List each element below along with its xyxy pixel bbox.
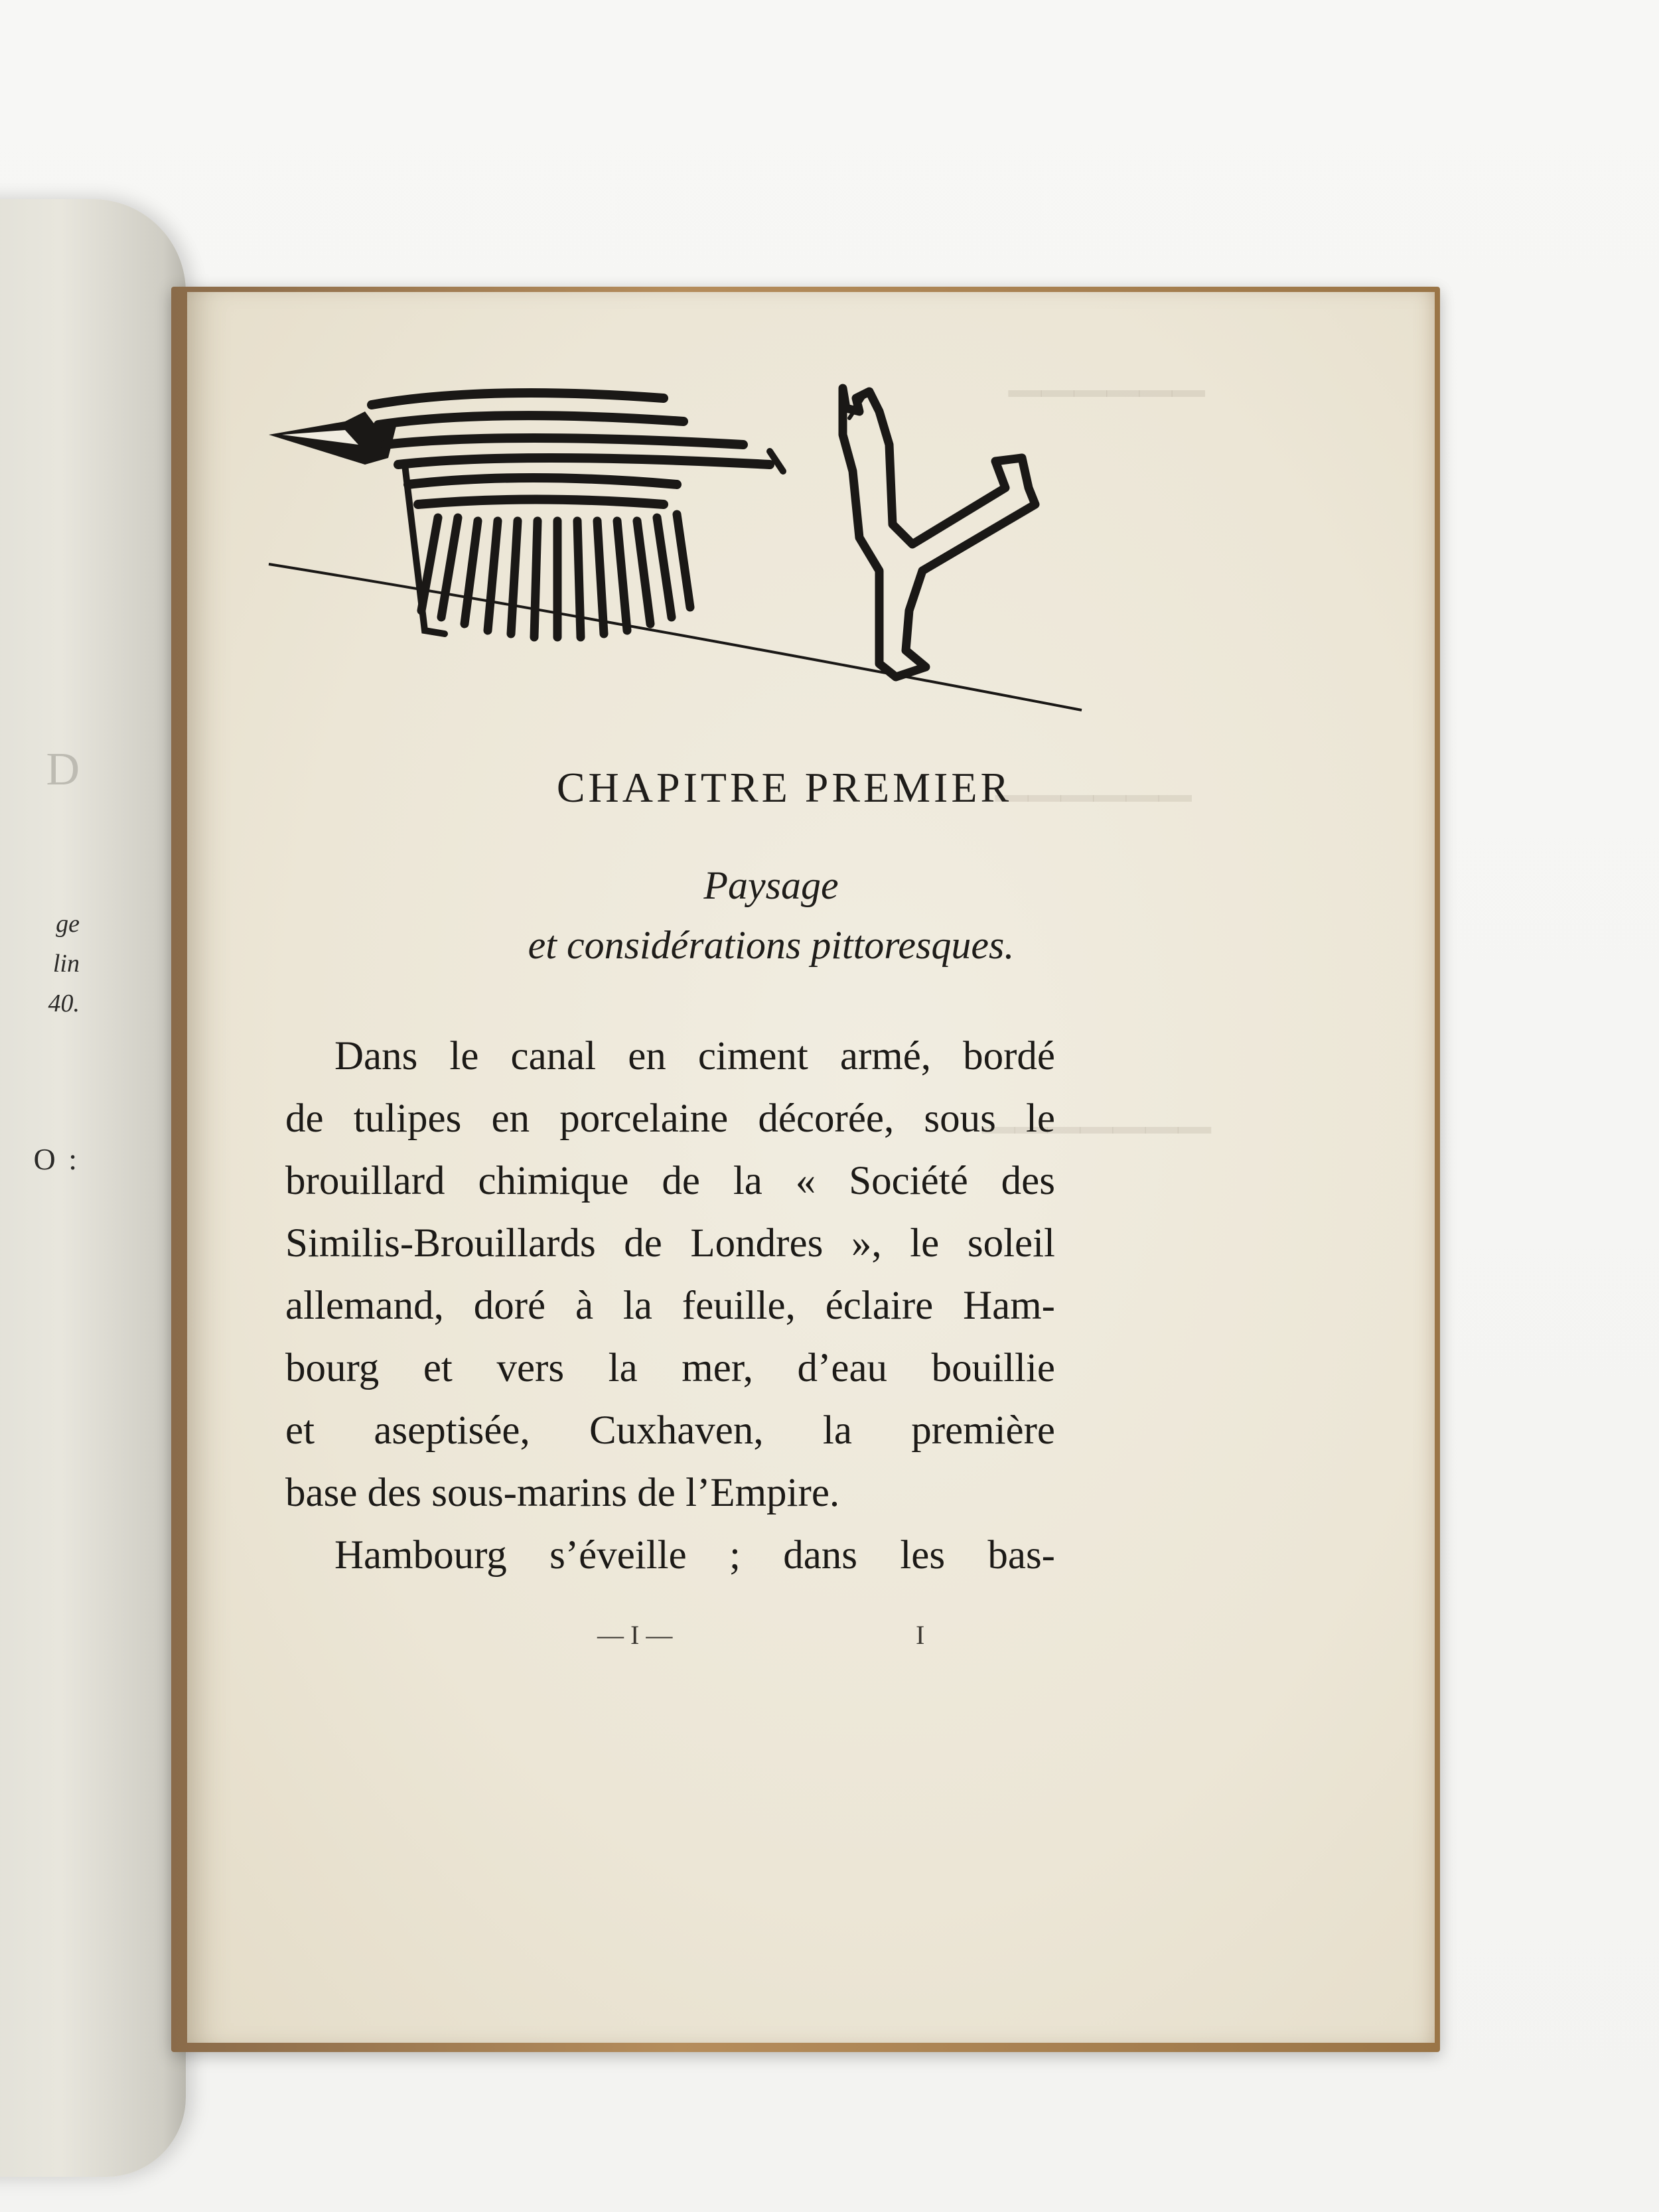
body-line: de tulipes en porcelaine décorée, sous le bbox=[285, 1096, 1055, 1141]
page-number: — I — bbox=[597, 1620, 673, 1650]
body-text bbox=[285, 1025, 1055, 1587]
body-line: base des sous-marins de l’Empire. bbox=[285, 1471, 840, 1515]
body-line: et aseptisée, Cuxhaven, la première bbox=[285, 1408, 1055, 1453]
left-page-fragment: O : bbox=[33, 1142, 80, 1176]
body-line: Similis-Brouillards de Londres », le soleil bbox=[285, 1221, 1055, 1266]
left-page-show-through: D bbox=[46, 744, 80, 795]
body-line: brouillard chimique de la « Société des bbox=[285, 1159, 1055, 1203]
left-page-fragment: ge bbox=[56, 910, 80, 938]
ground-line bbox=[269, 564, 1082, 710]
show-through-text: ▔▔▔▔▔▔▔ bbox=[982, 1129, 1211, 1176]
body-line: allemand, doré à la feuille, éclaire Ham- bbox=[285, 1284, 1055, 1328]
body-line: Dans le canal en ciment armé, bordé bbox=[334, 1034, 1055, 1078]
left-page-fragment: lin bbox=[52, 950, 80, 978]
chapter-illustration bbox=[265, 372, 1095, 717]
chapter-subtitle: Paysage bbox=[703, 863, 839, 907]
signature-mark: I bbox=[916, 1620, 925, 1650]
left-page-fragment: 40. bbox=[48, 990, 80, 1017]
body-line: bourg et vers la mer, d’eau bouillie bbox=[285, 1346, 1055, 1390]
show-through-text: ▔▔▔▔▔▔ bbox=[995, 797, 1192, 844]
chapter-subtitle-continued: et considérations pittoresques. bbox=[528, 923, 1015, 967]
left-page-edge bbox=[0, 199, 186, 2177]
kicking-figure bbox=[843, 388, 1035, 677]
body-line: Hambourg s’éveille ; dans les bas- bbox=[334, 1533, 1055, 1578]
show-through-text: ▔▔▔▔▔▔ bbox=[1009, 392, 1205, 439]
chapter-title: CHAPITRE PREMIER bbox=[556, 764, 1013, 811]
ribbed-figure bbox=[372, 393, 783, 637]
